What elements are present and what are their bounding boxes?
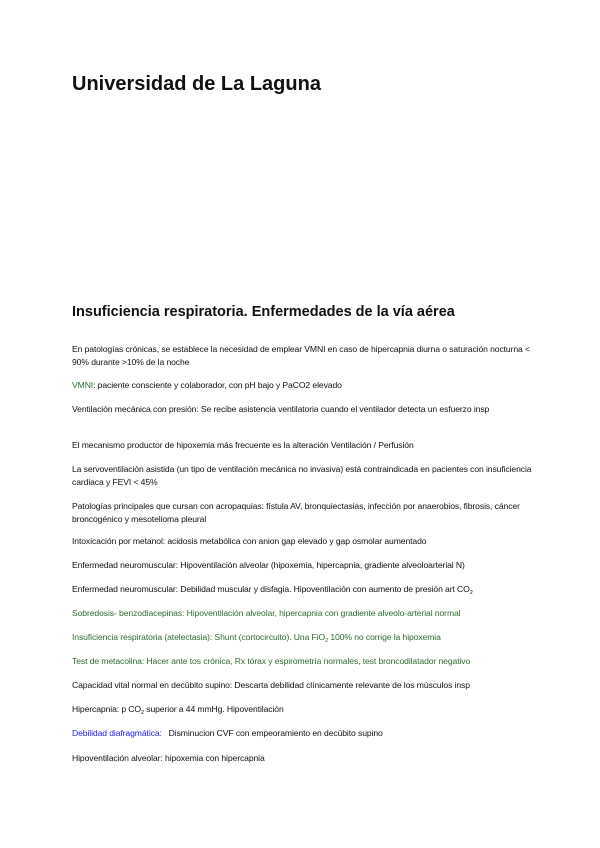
paragraph-metacolina xyxy=(72,655,542,668)
subscript: 2 xyxy=(141,710,144,716)
paragraph-text: Capacidad vital normal en decúbito supino: Descarta debilidad clínicamente relevante de los músculos insp xyxy=(72,680,470,690)
paragraph-neuromuscular-2 xyxy=(72,583,542,600)
paragraph-vmni-chronic xyxy=(72,343,542,368)
paragraph-text: En patologías crónicas, se establece la necesidad de emplear VMNI en caso de hipercapnia diurna o saturación nocturna < 90% durante >10% de la noche xyxy=(72,344,530,367)
paragraph-text: Patologías principales que cursan con acropaquias: fístula AV, bronquiectasias, infección por anaerobios, fibrosis, cáncer broncogénico y mesotelioma pleural xyxy=(72,501,520,524)
paragraph-text: Enfermedad neuromuscular: Hipoventilación alveolar (hipoxemia, hipercapnia, gradiente alveoloarterial N) xyxy=(72,560,465,570)
paragraph-text-after: superior a 44 mmHg. Hipoventilación xyxy=(143,704,284,714)
paragraph-atelectasia xyxy=(72,631,542,648)
paragraph-text: Sobredosis- benzodiacepinas: Hipoventilación alveolar, hipercapnia con gradiente alveolo-arterial normal xyxy=(72,608,461,618)
paragraph-hipercapnia xyxy=(72,703,542,720)
paragraph-text: Hipoventilación alveolar: hipoxemia con hipercapnia xyxy=(72,753,265,763)
document-title: Universidad de La Laguna xyxy=(72,73,321,95)
paragraph-text: Insuficiencia respiratoria (atelectasia): Shunt (cortocircuito). Una FiO xyxy=(72,632,326,642)
paragraph-benzodiacepinas xyxy=(72,607,542,620)
paragraph-text: Test de metacolina: Hacer ante tos crónica, Rx tórax y espirometría normales, test broncodilatador negativo xyxy=(72,656,471,666)
paragraph-label: VMNI xyxy=(72,380,94,390)
paragraph-text-after: 100% no corrige la hipoxemia xyxy=(328,632,441,642)
paragraph-text: Hipercapnia: p CO xyxy=(72,704,141,714)
paragraph-text: : paciente consciente y colaborador, con pH bajo y PaCO2 elevado xyxy=(93,380,342,390)
paragraph-text: Enfermedad neuromuscular: Debilidad muscular y disfagia. Hipoventilación con aumento de presión art CO xyxy=(72,584,470,594)
paragraph-hypoxemia-mechanism xyxy=(72,439,542,452)
paragraph-vmni xyxy=(72,379,542,392)
section-heading: Insuficiencia respiratoria. Enfermedades de la vía aérea xyxy=(72,304,455,320)
paragraph-servoventilation xyxy=(72,463,542,488)
subscript: 2 xyxy=(469,590,473,596)
paragraph-neuromuscular-1 xyxy=(72,559,542,572)
paragraph-text: Ventilación mecánica con presión: Se recibe asistencia ventilatoria cuando el ventilador detecta un esfuerzo insp xyxy=(72,404,490,414)
paragraph-capacidad-vital xyxy=(72,679,542,692)
subscript: 2 xyxy=(325,638,329,644)
paragraph-acropaquias xyxy=(72,500,542,525)
paragraph-text: Intoxicación por metanol: acidosis metabólica con anion gap elevado y gap osmolar aumentado xyxy=(72,536,427,546)
paragraph-hipoventilacion xyxy=(72,752,542,765)
paragraph-ventilation-pressure xyxy=(72,403,542,416)
paragraph-text: El mecanismo productor de hipoxemia más frecuente es la alteración Ventilación / Perfusión xyxy=(72,440,414,450)
paragraph-text: Disminucion CVF con empeoramiento en decúbito supino xyxy=(161,728,383,738)
paragraph-metanol xyxy=(72,535,542,548)
paragraph-text: La servoventilación asistida (un tipo de ventilación mecánica no invasiva) está contraindicada en pacientes con insuficiencia cardiaca y FEVI < 45% xyxy=(72,464,532,487)
paragraph-debilidad-diafragmatica xyxy=(72,727,542,740)
paragraph-label: Debilidad diafragmática: xyxy=(72,728,162,738)
